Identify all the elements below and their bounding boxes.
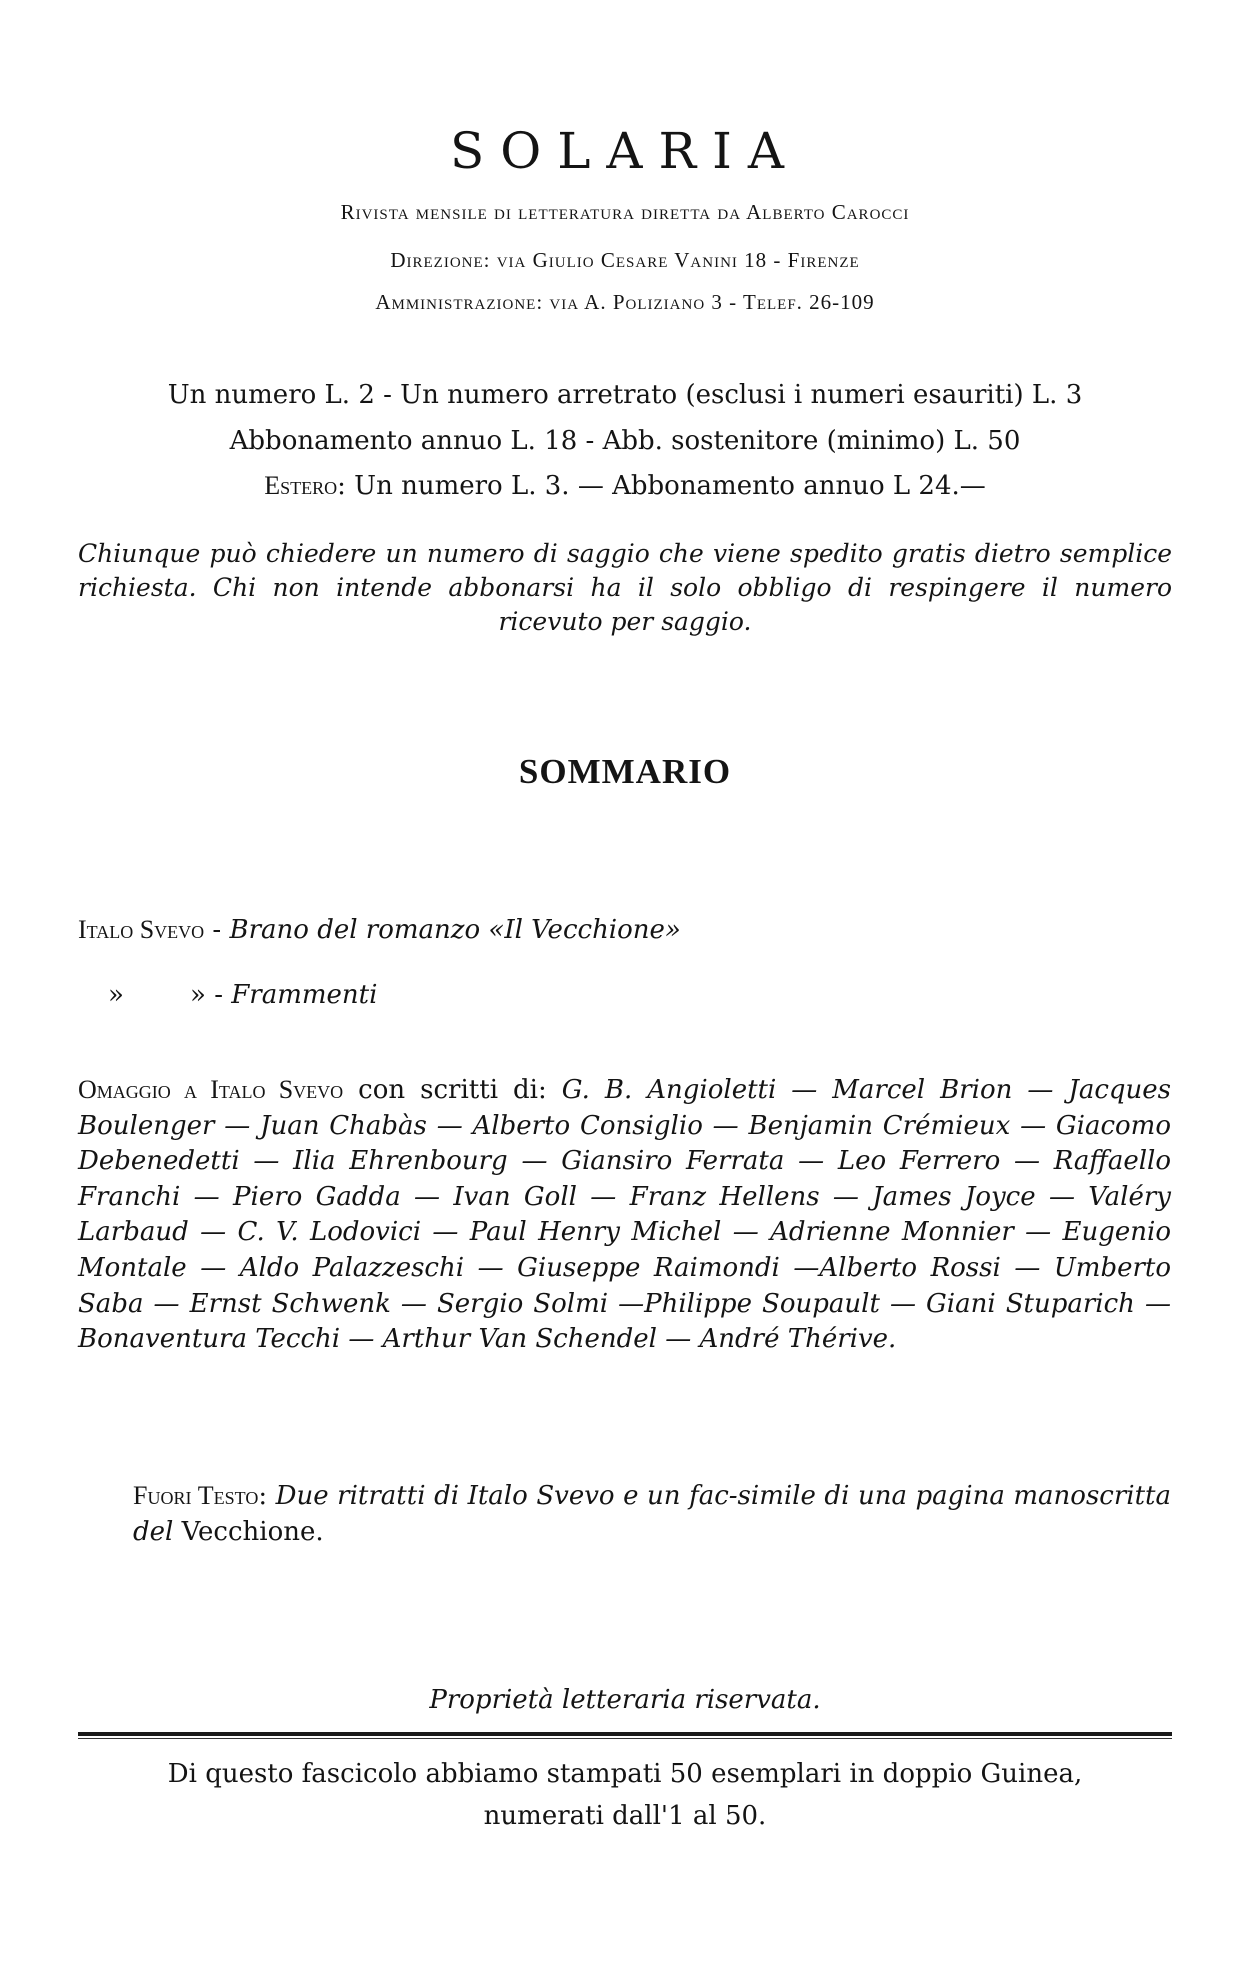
entry-2-separator: - <box>205 980 232 1010</box>
magazine-subtitle: Rivista mensile di letteratura diretta da Alberto Carocci <box>340 200 910 224</box>
contents-entry-2 <box>78 980 377 1010</box>
colophon <box>60 1753 1190 1837</box>
entry-1-title: Brano del romanzo «Il Vecchione» <box>229 915 681 945</box>
sommario-heading: SOMMARIO <box>518 752 732 791</box>
fuori-testo-text: Due ritratti di Italo Svevo e un fac-simile di una pagina manoscritta del <box>133 1481 1171 1547</box>
fuori-testo-colon: : <box>258 1481 276 1511</box>
footer-rule-thin <box>78 1738 1172 1739</box>
fuori-testo-end: Vecchione. <box>173 1517 324 1547</box>
price-line-2: Abbonamento annuo L. 18 - Abb. sostenitore (minimo) L. 50 <box>229 426 1021 456</box>
omaggio-intro: con scritti di: <box>343 1075 562 1105</box>
price-line-3 <box>60 471 1190 501</box>
omaggio-label: Omaggio a Italo Svevo <box>78 1075 344 1104</box>
sample-copy-notice: Chiunque può chiedere un numero di saggio che viene spedito gratis dietro semplice richiesta. Chi non intende abbonarsi ha il solo obbligo di respingere il numero ricevuto per saggio. <box>78 539 1172 636</box>
fuori-testo-label: Fuori Testo <box>133 1481 259 1510</box>
estero-label: Estero <box>264 471 338 500</box>
entry-1-author: Italo Svevo <box>78 915 205 944</box>
rights-reserved: Proprietà letteraria riservata. <box>429 1685 821 1715</box>
entry-1-separator: - <box>204 915 230 945</box>
fuori-testo-entry <box>133 1478 1171 1550</box>
entry-2-ditto-marks: » » <box>108 980 206 1010</box>
magazine-title: SOLARIA <box>449 122 801 180</box>
estero-text: : Un numero L. 3. — Abbonamento annuo L 24.— <box>337 471 986 501</box>
omaggio-contributors: G. B. Angioletti — Marcel Brion — Jacques Boulenger — Juan Chabàs — Alberto Consiglio — Benjamin Crémieux — Giacomo Debenedetti — Ilia Ehrenbourg — Giansiro Ferrata — Leo Ferrero — Raffaello Franchi — Piero Gadda — Ivan Goll — Franz Hellens — James Joyce — Valéry Larbaud — C. V. Lodovici — Paul Henry Michel — Adrienne Monnier — Eugenio Montale — Aldo Palazzeschi — Giuseppe Raimondi —Alberto Rossi — Umberto Saba — Ernst Schwenk — Sergio Solmi —Philippe Soupault — Giani Stuparich — Bonaventura Tecchi — Arthur Van Schendel — André Thérive. <box>78 1075 1171 1355</box>
footer-rule-thick <box>78 1732 1172 1736</box>
colophon-line-1: Di questo fascicolo abbiamo stampati 50 esemplari in doppio Guinea, <box>167 1759 1083 1789</box>
entry-2-title: Frammenti <box>231 980 378 1010</box>
amministrazione-address: Amministrazione: via A. Poliziano 3 - Telef. 26-109 <box>375 290 875 314</box>
colophon-line-2: numerati dall'1 al 50. <box>483 1801 767 1831</box>
omaggio-entry <box>78 1072 1171 1358</box>
direzione-address: Direzione: via Giulio Cesare Vanini 18 - Firenze <box>390 248 860 272</box>
price-line-1: Un numero L. 2 - Un numero arretrato (esclusi i numeri esauriti) L. 3 <box>167 380 1083 410</box>
contents-entry-1 <box>78 915 681 945</box>
